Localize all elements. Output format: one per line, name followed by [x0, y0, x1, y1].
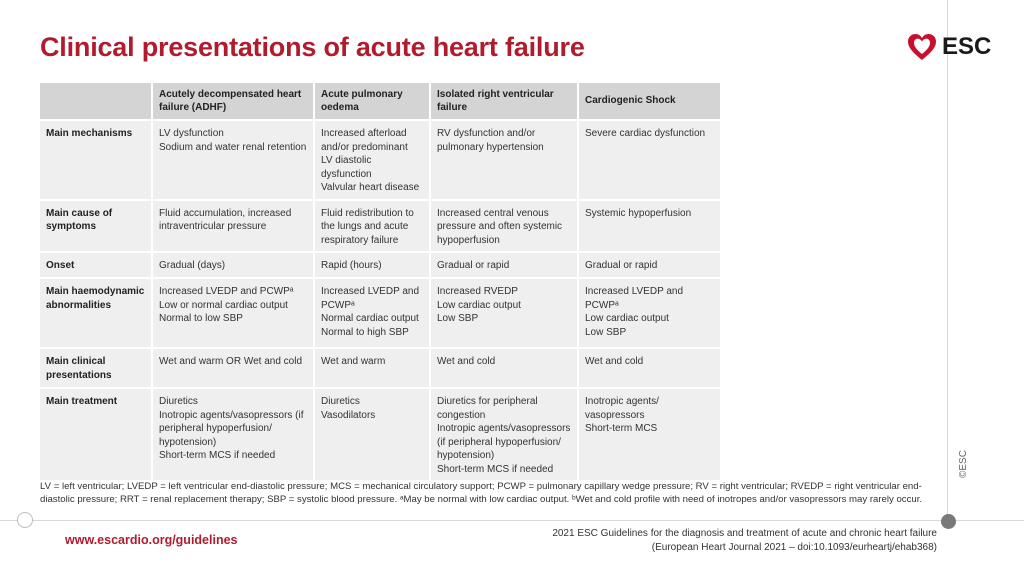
guidelines-url: www.escardio.org/guidelines — [65, 533, 238, 547]
abbreviations-footnote: LV = left ventricular; LVEDP = left ventricular end-diastolic pressure; MCS = mechanical circulatory support; PCWP = pulmonary capillary wedge pressure; RV = right ventricular; RVEDP = right ventricular end-diastolic pressure; RRT = renal replacement therapy; SBP = systolic blood pressure. ᵃMay be normal with low cardiac output. ᵇWet and cold profile with need of inotropes and/or vasopressors may rarely occur. — [40, 481, 923, 505]
left-circle-decoration — [17, 512, 33, 528]
citation-line-1: 2021 ESC Guidelines for the diagnosis and treatment of acute and chronic heart failure — [552, 528, 937, 539]
table-header-row — [40, 83, 721, 120]
cell-onset-rv-failure — [430, 252, 578, 278]
slide-title: Clinical presentations of acute heart failure — [40, 32, 585, 62]
cell-main-treatment-adhf — [152, 388, 314, 480]
cell-line: Low SBP — [585, 326, 627, 338]
citation-line-2: (European Heart Journal 2021 – doi:10.1093/eurheartj/ehab368) — [651, 542, 937, 553]
cell-line: Low or normal cardiac output — [159, 299, 288, 311]
cell-line: Inotropic agents/ vasopressors — [585, 396, 659, 421]
copyright-text: ©ESC — [958, 450, 969, 478]
cell-line: Low SBP — [437, 313, 479, 324]
cell-line: Diuretics — [321, 396, 360, 407]
table-row-onset — [40, 252, 721, 278]
cell-line: Fluid redistribution to the lungs and acute respiratory failure — [321, 207, 414, 246]
row-label-main-clinical-presentations: Main clinical presentations — [40, 348, 152, 388]
cell-line: Rapid (hours) — [321, 260, 382, 271]
cell-main-cause-of-symptoms-adhf — [152, 200, 314, 253]
cell-line: Increased RVEDP — [437, 286, 518, 297]
cell-main-clinical-presentations-cardiogenic-shock — [578, 348, 721, 388]
cell-main-clinical-presentations-rv-failure — [430, 348, 578, 388]
cell-line: Systemic hypoperfusion — [585, 207, 692, 219]
cell-main-treatment-pulmonary-oedema — [314, 388, 430, 480]
cell-line: LV dysfunction — [159, 128, 224, 139]
header-cell-empty — [40, 83, 152, 120]
cell-main-mechanisms-adhf — [152, 120, 314, 200]
esc-heart-icon — [906, 32, 938, 62]
cell-line: Sodium and water renal retention — [159, 141, 307, 153]
cell-main-mechanisms-pulmonary-oedema — [314, 120, 430, 200]
header-cell-rv-failure: Isolated right ventricular failure — [430, 83, 578, 120]
cell-main-treatment-rv-failure — [430, 388, 578, 480]
header-cell-cardiogenic-shock: Cardiogenic Shock — [578, 83, 721, 120]
cell-line: Increased LVEDP and PCWPᵃ — [585, 286, 684, 311]
cell-line: Wet and cold — [585, 356, 644, 367]
cell-line: Gradual or rapid — [585, 260, 658, 271]
cell-line: LV diastolic dysfunction — [321, 155, 372, 180]
cell-line: RV dysfunction and/or pulmonary hypertension — [437, 128, 544, 153]
cell-line: Increased afterload and/or predominant — [321, 128, 408, 153]
cell-main-haemodynamic-abnormalities-adhf — [152, 278, 314, 348]
cell-main-haemodynamic-abnormalities-rv-failure — [430, 278, 578, 348]
cell-line: Normal to high SBP — [321, 326, 409, 338]
row-label-main-haemodynamic-abnormalities: Main haemodynamic abnormalities — [40, 278, 152, 348]
citation — [552, 527, 937, 555]
esc-logo — [906, 32, 991, 62]
header-cell-pulmonary-oedema: Acute pulmonary oedema — [314, 83, 430, 120]
presentations-table — [40, 83, 722, 480]
cell-line: Fluid accumulation, increased intraventricular pressure — [159, 207, 292, 232]
cell-line: Wet and warm OR Wet and cold — [159, 356, 303, 367]
cell-line: Short-term MCS — [585, 423, 658, 434]
right-circle-decoration — [941, 514, 956, 529]
table-row-main-clinical-presentations — [40, 348, 721, 388]
cell-line: Inotropic agents/vasopressors (if peripheral hypoperfusion/ hypotension) — [437, 423, 571, 461]
cell-line: Increased LVEDP and PCWPᵃ — [159, 286, 294, 297]
cell-line: Normal to low SBP — [159, 313, 243, 324]
row-label-main-mechanisms: Main mechanisms — [40, 120, 152, 200]
row-label-main-cause-of-symptoms: Main cause of symptoms — [40, 200, 152, 253]
cell-line: Valvular heart disease — [321, 182, 420, 193]
cell-line: Increased central venous pressure and often systemic hypoperfusion — [437, 207, 563, 246]
cell-line: Short-term MCS if needed — [437, 463, 554, 475]
cell-line: Low cardiac output — [437, 299, 521, 311]
cell-main-treatment-cardiogenic-shock — [578, 388, 721, 480]
cell-line: Severe cardiac dysfunction — [585, 128, 706, 139]
cell-line: Diuretics — [159, 396, 198, 407]
cell-main-clinical-presentations-adhf — [152, 348, 314, 388]
cell-line: Gradual (days) — [159, 260, 226, 271]
cell-line: Wet and warm — [321, 356, 386, 367]
cell-line: Short-term MCS if needed — [159, 450, 276, 461]
cell-main-mechanisms-cardiogenic-shock — [578, 120, 721, 200]
cell-line: Diuretics for peripheral congestion — [437, 396, 538, 421]
esc-logo-text: ESC — [942, 33, 992, 60]
cell-main-clinical-presentations-pulmonary-oedema — [314, 348, 430, 388]
cell-main-cause-of-symptoms-rv-failure — [430, 200, 578, 253]
cell-onset-pulmonary-oedema — [314, 252, 430, 278]
cell-line: Low cardiac output — [585, 313, 669, 324]
table-row-main-haemodynamic-abnormalities — [40, 278, 721, 348]
table-row-main-mechanisms — [40, 120, 721, 200]
right-divider-line — [947, 0, 948, 516]
footer-divider-line — [0, 520, 1024, 521]
cell-onset-cardiogenic-shock — [578, 252, 721, 278]
cell-main-cause-of-symptoms-pulmonary-oedema — [314, 200, 430, 253]
cell-line: Normal cardiac output — [321, 313, 419, 324]
table-row-main-treatment — [40, 388, 721, 480]
table-row-main-cause-of-symptoms — [40, 200, 721, 253]
cell-main-haemodynamic-abnormalities-pulmonary-oedema — [314, 278, 430, 348]
cell-line: Gradual or rapid — [437, 260, 510, 271]
row-label-main-treatment: Main treatment — [40, 388, 152, 480]
cell-line: Wet and cold — [437, 356, 496, 367]
cell-onset-adhf — [152, 252, 314, 278]
cell-main-haemodynamic-abnormalities-cardiogenic-shock — [578, 278, 721, 348]
row-label-onset: Onset — [40, 252, 152, 278]
header-cell-adhf: Acutely decompensated heart failure (ADHF) — [152, 83, 314, 120]
cell-line: Vasodilators — [321, 409, 376, 421]
cell-line: Inotropic agents/vasopressors (if peripheral hypoperfusion/ hypotension) — [159, 409, 304, 448]
cell-main-mechanisms-rv-failure — [430, 120, 578, 200]
cell-line: Increased LVEDP and PCWPᵃ — [321, 286, 420, 311]
cell-main-cause-of-symptoms-cardiogenic-shock — [578, 200, 721, 253]
